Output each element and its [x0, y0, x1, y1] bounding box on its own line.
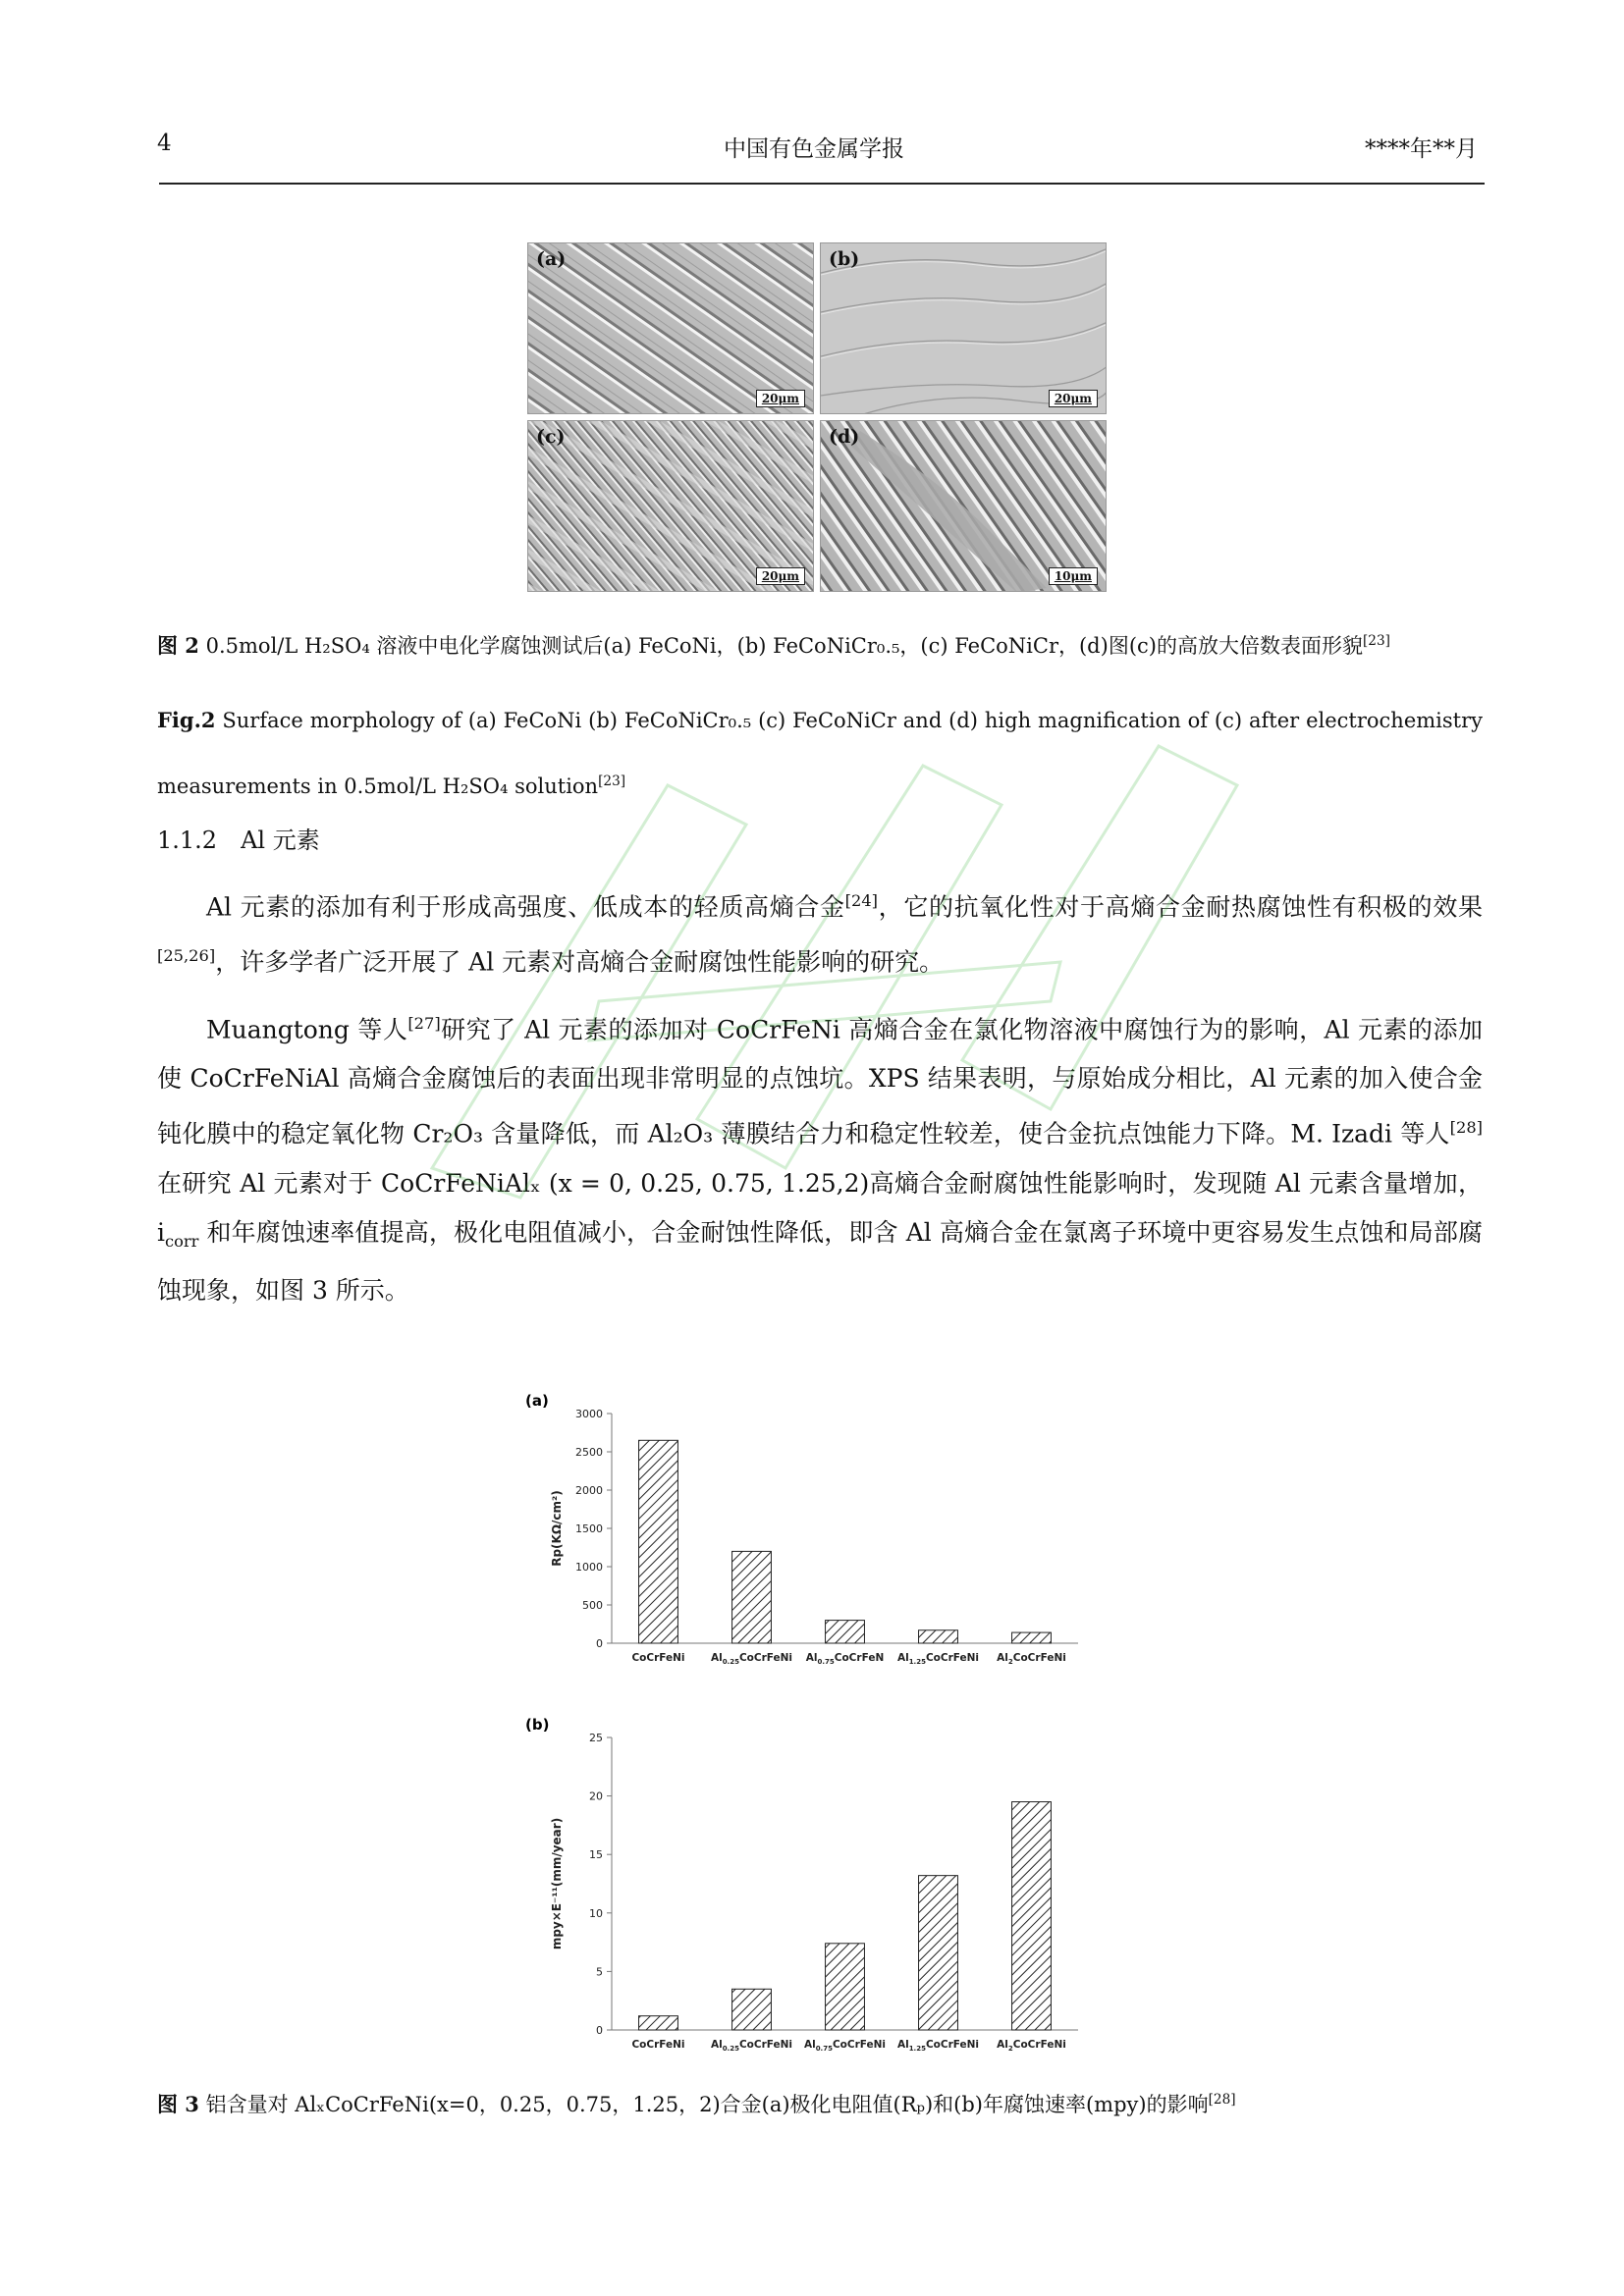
micrograph-c-image: [528, 421, 814, 592]
chart-b-panel-label: (b): [525, 1716, 550, 1734]
figure-3-label: 图 3: [157, 2092, 199, 2116]
bar: [639, 1440, 678, 1643]
x-tick-label: $Al_{1.25}CoCrFeNi$: [896, 1652, 980, 1666]
paragraph-2-text-3: 在研究 Al 元素对于 CoCrFeNiAlₓ (x = 0, 0.25, 0.75, 1.25,2)高熵合金耐腐蚀性能影响时，发现随 Al 元素含量增加，i: [157, 1168, 1483, 1247]
micrograph-d: [820, 420, 1107, 592]
y-tick-label: 25: [589, 1732, 603, 1744]
x-tick-label: $Al_{0.25}CoCrFeNi$: [710, 2039, 793, 2053]
panel-label-a: (a): [536, 248, 567, 270]
section-heading: 1.1.2 Al 元素: [157, 827, 320, 854]
bar: [1012, 1802, 1052, 2030]
figure-3a-chart: [511, 1384, 1119, 1679]
x-tick-label: $Al_{0.75}CoCrFeNi$: [803, 2039, 887, 2053]
micrograph-c: [527, 420, 814, 592]
x-tick-label: CoCrFeNi: [631, 1652, 685, 1664]
x-tick-label: $Al_{1.25}CoCrFeNi$: [896, 2039, 980, 2053]
y-tick-label: 5: [596, 1965, 603, 1979]
bar: [919, 1876, 958, 2030]
paragraph-2-ref-2: [28]: [1449, 1118, 1483, 1138]
y-tick-label: 0: [596, 2024, 603, 2037]
x-tick-label: $Al_2CoCrFeNi$: [997, 1652, 1066, 1666]
y-tick-label: 0: [596, 1637, 603, 1650]
paragraph-1-text-1: Al 元素的添加有利于形成高强度、低成本的轻质高熵合金: [206, 892, 845, 922]
bar: [826, 1621, 865, 1643]
scale-bar-b: 20μm: [1049, 390, 1098, 407]
micrograph-a: [527, 242, 814, 414]
bar: [919, 1630, 958, 1643]
figure-2-caption-en: [157, 690, 1483, 817]
figure-2-caption-cn: [157, 626, 1483, 661]
panel-label-c: (c): [536, 426, 566, 448]
issue-date: ****年**月: [1365, 136, 1478, 162]
y-tick-label: 3000: [575, 1408, 603, 1420]
y-axis-label: mpy×E⁻¹¹(mm/year): [550, 1817, 564, 1950]
y-tick-label: 1500: [575, 1522, 603, 1535]
figure-3-ref: [28]: [1208, 2092, 1236, 2108]
page-number: 4: [157, 131, 172, 156]
bar: [826, 1944, 865, 2030]
figure-3b-chart: [511, 1708, 1119, 2071]
paragraph-2-text-4: 和年腐蚀速率值提高，极化电阻值减小，合金耐蚀性降低，即含 Al 高熵合金在氯离子环境中更容易发生点蚀和局部腐蚀现象，如图 3 所示。: [157, 1217, 1483, 1305]
x-tick-label: $Al_{0.75}CoCrFeN$: [805, 1652, 885, 1666]
scale-bar-d: 10μm: [1049, 567, 1098, 585]
bar: [732, 1989, 772, 2030]
paragraph-1-text-3: ，许多学者广泛开展了 Al 元素对高熵合金耐腐蚀性能影响的研究。: [215, 947, 945, 977]
figure-3-caption-text: 铝含量对 AlₓCoCrFeNi(x=0，0.25，0.75，1.25，2)合金(a)极化电阻值(Rₚ)和(b)年腐蚀速率(mpy)的影响: [198, 2093, 1209, 2116]
y-tick-label: 500: [582, 1599, 603, 1612]
x-tick-label: $Al_2CoCrFeNi$: [997, 2039, 1066, 2053]
paragraph-1-ref-2: [25,26]: [157, 946, 216, 966]
scale-bar-c: 20μm: [756, 567, 805, 585]
y-tick-label: 2500: [575, 1446, 603, 1459]
micrograph-a-image: [528, 243, 814, 414]
paragraph-2-text-2: 研究了 Al 元素的添加对 CoCrFeNi 高熵合金在氯化物溶液中腐蚀行为的影响，Al 元素的添加使 CoCrFeNiAl 高熵合金腐蚀后的表面出现非常明显的点蚀坑。XPS 结果表明，与原始成分相比，Al 元素的加入使合金钝化膜中的稳定氧化物 Cr₂O₃ 含量降低，而 Al₂O₃ 薄膜结合力和稳定性较差，使合金抗点蚀能力下降。M. Izadi 等人: [157, 1015, 1483, 1148]
header-rule: [159, 183, 1485, 185]
paragraph-2: [157, 999, 1483, 1315]
figure-2-ref-cn: [23]: [1362, 633, 1390, 649]
y-tick-label: 20: [589, 1789, 603, 1803]
bar: [1012, 1632, 1052, 1643]
paragraph-1-text-2: ，它的抗氧化性对于高熵合金耐热腐蚀性有积极的效果: [878, 892, 1483, 922]
x-tick-label: CoCrFeNi: [631, 2039, 685, 2051]
figure-2-ref-en: [23]: [598, 774, 626, 789]
paragraph-1-ref-1: [24]: [844, 891, 879, 910]
panel-label-d: (d): [829, 426, 860, 448]
figure-3-caption: [157, 2085, 1483, 2119]
paragraph-2-ref-1: [27]: [407, 1014, 441, 1033]
paragraph-2-sub: corr: [165, 1231, 199, 1251]
figure-2-label-en: Fig.2: [157, 708, 216, 732]
figure-2-label-cn: 图 2: [157, 633, 199, 658]
y-tick-label: 2000: [575, 1484, 603, 1497]
micrograph-d-image: [821, 421, 1107, 592]
y-tick-label: 10: [589, 1906, 603, 1920]
bar: [732, 1551, 772, 1643]
panel-label-b: (b): [829, 248, 860, 270]
journal-title: 中国有色金属学报: [724, 136, 904, 162]
y-tick-label: 15: [589, 1848, 603, 1862]
micrograph-b-image: [821, 243, 1107, 414]
figure-2: [527, 242, 1107, 592]
paragraph-2-text-1: Muangtong 等人: [206, 1015, 408, 1044]
micrograph-b: [820, 242, 1107, 414]
x-tick-label: $Al_{0.25}CoCrFeNi$: [710, 1652, 793, 1666]
y-axis-label: Rp(KΩ/cm²): [550, 1490, 564, 1567]
scale-bar-a: 20μm: [756, 390, 805, 407]
paragraph-1: [157, 877, 1483, 988]
chart-a-panel-label: (a): [525, 1392, 549, 1410]
bar: [639, 2016, 678, 2030]
figure-2-caption-en-text: Surface morphology of (a) FeCoNi (b) FeCoNiCr₀.₅ (c) FeCoNiCr and (d) high magnification of (c) after electrochemistry measurements in 0.5mol/L H₂SO₄ solution: [157, 709, 1483, 798]
figure-2-caption-cn-text: 0.5mol/L H₂SO₄ 溶液中电化学腐蚀测试后(a) FeCoNi，(b) FeCoNiCr₀.₅，(c) FeCoNiCr，(d)图(c)的高放大倍数表面形貌: [198, 634, 1363, 658]
y-tick-label: 1000: [575, 1561, 603, 1574]
